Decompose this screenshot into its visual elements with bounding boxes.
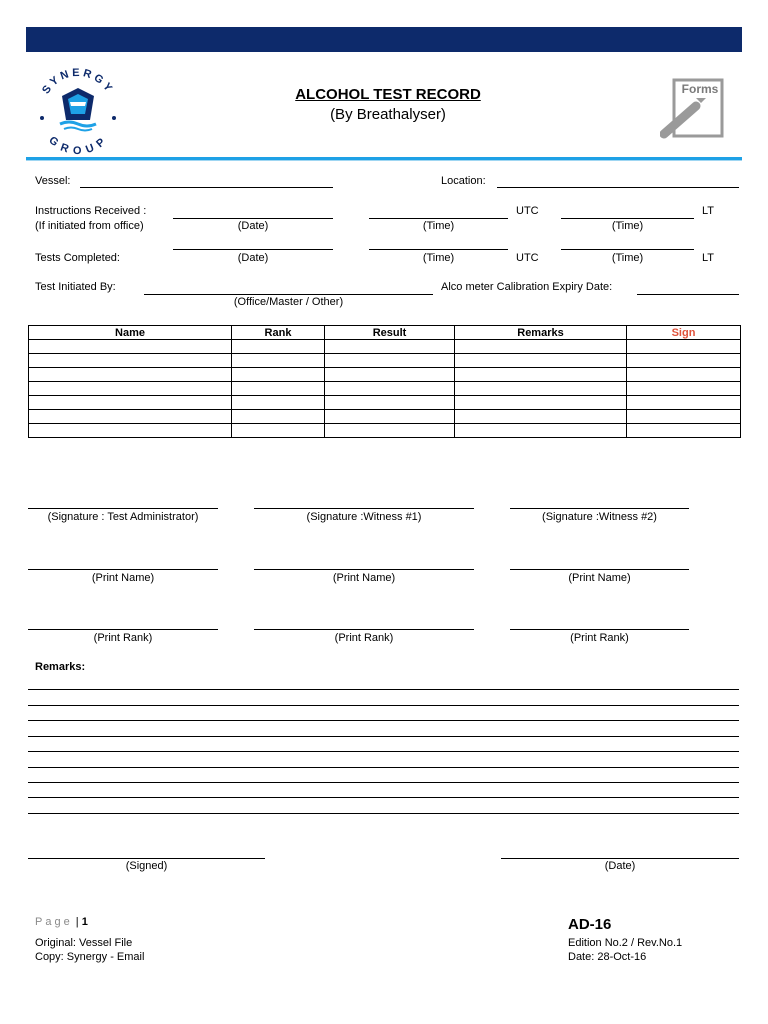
table-cell[interactable] bbox=[29, 382, 232, 396]
print-rank-label: (Print Rank) bbox=[334, 632, 394, 644]
remarks-line[interactable] bbox=[28, 736, 739, 737]
vessel-field[interactable] bbox=[80, 187, 333, 188]
print-rank-label: (Print Rank) bbox=[570, 632, 629, 644]
table-cell[interactable] bbox=[325, 368, 455, 382]
table-cell[interactable] bbox=[325, 410, 455, 424]
signed-field[interactable] bbox=[28, 858, 265, 859]
admin-signature-label: (Signature : Test Administrator) bbox=[47, 511, 199, 523]
table-cell[interactable] bbox=[455, 354, 627, 368]
remarks-line[interactable] bbox=[28, 767, 739, 768]
test-results-table bbox=[28, 325, 741, 438]
table-row bbox=[29, 382, 741, 396]
signed-label: (Signed) bbox=[125, 860, 168, 872]
witness2-print-rank-field[interactable] bbox=[510, 629, 689, 630]
admin-print-name-field[interactable] bbox=[28, 569, 218, 570]
table-cell[interactable] bbox=[232, 382, 325, 396]
table-cell[interactable] bbox=[627, 424, 741, 438]
table-cell[interactable] bbox=[29, 340, 232, 354]
page-separator: | bbox=[75, 916, 79, 928]
remarks-line[interactable] bbox=[28, 705, 739, 706]
vessel-label: Vessel: bbox=[35, 175, 71, 187]
remarks-line[interactable] bbox=[28, 813, 739, 814]
witness1-print-rank-field[interactable] bbox=[254, 629, 474, 630]
time-hint: (Time) bbox=[422, 220, 455, 232]
remarks-line[interactable] bbox=[28, 782, 739, 783]
table-row bbox=[29, 354, 741, 368]
date-hint: (Date) bbox=[237, 252, 269, 264]
calibration-expiry-field[interactable] bbox=[637, 294, 739, 295]
table-cell[interactable] bbox=[325, 340, 455, 354]
initiated-hint: (Office/Master / Other) bbox=[233, 296, 344, 308]
test-initiated-by-field[interactable] bbox=[144, 294, 433, 295]
page-label: Page bbox=[35, 916, 73, 928]
print-name-label: (Print Name) bbox=[332, 572, 396, 584]
table-cell[interactable] bbox=[325, 424, 455, 438]
instructions-utc-time-field[interactable] bbox=[369, 218, 508, 219]
table-cell[interactable] bbox=[232, 340, 325, 354]
table-cell[interactable] bbox=[627, 368, 741, 382]
column-header-sign: Sign bbox=[627, 326, 741, 340]
time-hint: (Time) bbox=[611, 252, 644, 264]
print-rank-label: (Print Rank) bbox=[93, 632, 153, 644]
location-field[interactable] bbox=[497, 187, 739, 188]
copy-note: Copy: Synergy - Email bbox=[35, 951, 145, 963]
print-name-label: (Print Name) bbox=[568, 572, 631, 584]
table-header-row bbox=[29, 326, 741, 340]
table-row bbox=[29, 368, 741, 382]
table-row bbox=[29, 340, 741, 354]
table-cell[interactable] bbox=[455, 396, 627, 410]
remarks-line[interactable] bbox=[28, 689, 739, 690]
page-number: 1 bbox=[81, 916, 88, 928]
page-indicator bbox=[35, 916, 88, 928]
form-title: ALCOHOL TEST RECORD bbox=[295, 86, 481, 103]
remarks-label: Remarks: bbox=[35, 661, 86, 673]
form-date: Date: 28-Oct-16 bbox=[568, 951, 647, 963]
table-cell[interactable] bbox=[627, 396, 741, 410]
table-cell[interactable] bbox=[29, 368, 232, 382]
remarks-line[interactable] bbox=[28, 797, 739, 798]
table-cell[interactable] bbox=[455, 424, 627, 438]
table-cell[interactable] bbox=[455, 340, 627, 354]
closing-date-field[interactable] bbox=[501, 858, 739, 859]
form-code: AD-16 bbox=[568, 916, 612, 933]
witness1-signature-field[interactable] bbox=[254, 508, 474, 509]
instructions-date-field[interactable] bbox=[173, 218, 333, 219]
original-note: Original: Vessel File bbox=[35, 937, 133, 949]
tests-completed-lt-time-field[interactable] bbox=[561, 249, 694, 250]
calibration-expiry-label: Alco meter Calibration Expiry Date: bbox=[441, 281, 613, 293]
lt-label: LT bbox=[702, 252, 715, 264]
table-cell[interactable] bbox=[627, 410, 741, 424]
table-cell[interactable] bbox=[455, 382, 627, 396]
table-cell[interactable] bbox=[627, 340, 741, 354]
lt-label: LT bbox=[702, 205, 715, 217]
print-name-label: (Print Name) bbox=[91, 572, 155, 584]
table-cell[interactable] bbox=[325, 354, 455, 368]
witness1-signature-label: (Signature :Witness #1) bbox=[306, 511, 422, 523]
svg-text:SYNERGY: SYNERGY bbox=[40, 66, 116, 97]
table-row bbox=[29, 410, 741, 424]
table-cell[interactable] bbox=[325, 396, 455, 410]
header-bar bbox=[26, 27, 742, 52]
table-cell[interactable] bbox=[232, 424, 325, 438]
table-cell[interactable] bbox=[29, 396, 232, 410]
table-cell[interactable] bbox=[232, 368, 325, 382]
time-hint: (Time) bbox=[611, 220, 644, 232]
table-cell[interactable] bbox=[232, 396, 325, 410]
utc-label: UTC bbox=[516, 252, 539, 264]
tests-completed-label: Tests Completed: bbox=[35, 252, 120, 264]
column-header-remarks: Remarks bbox=[455, 326, 627, 340]
table-cell[interactable] bbox=[29, 410, 232, 424]
form-subtitle: (By Breathalyser) bbox=[330, 106, 446, 123]
witness2-print-name-field[interactable] bbox=[510, 569, 689, 570]
table-cell[interactable] bbox=[455, 410, 627, 424]
witness1-print-name-field[interactable] bbox=[254, 569, 474, 570]
admin-signature-field[interactable] bbox=[28, 508, 218, 509]
column-header-result: Result bbox=[325, 326, 455, 340]
table-cell[interactable] bbox=[29, 354, 232, 368]
tests-completed-date-field[interactable] bbox=[173, 249, 333, 250]
utc-label: UTC bbox=[516, 205, 539, 217]
closing-date-label: (Date) bbox=[604, 860, 636, 872]
remarks-line[interactable] bbox=[28, 720, 739, 721]
witness2-signature-label: (Signature :Witness #2) bbox=[542, 511, 657, 523]
svg-text:Forms: Forms bbox=[681, 82, 719, 96]
table-cell[interactable] bbox=[627, 382, 741, 396]
table-row bbox=[29, 424, 741, 438]
tests-completed-utc-time-field[interactable] bbox=[369, 249, 508, 250]
svg-text:GROUP: GROUP bbox=[46, 134, 110, 158]
instructions-lt-time-field[interactable] bbox=[561, 218, 694, 219]
table-row bbox=[29, 396, 741, 410]
witness2-signature-field[interactable] bbox=[510, 508, 689, 509]
edition-note: Edition No.2 / Rev.No.1 bbox=[568, 937, 683, 949]
table-cell[interactable] bbox=[232, 410, 325, 424]
date-hint: (Date) bbox=[237, 220, 269, 232]
table-cell[interactable] bbox=[325, 382, 455, 396]
column-header-rank: Rank bbox=[232, 326, 325, 340]
location-label: Location: bbox=[441, 175, 486, 187]
table-cell[interactable] bbox=[232, 354, 325, 368]
if-initiated-label: (If initiated from office) bbox=[35, 220, 144, 232]
table-cell[interactable] bbox=[627, 354, 741, 368]
header-divider-shadow bbox=[26, 160, 742, 161]
remarks-line[interactable] bbox=[28, 751, 739, 752]
instructions-received-label: Instructions Received : bbox=[35, 205, 147, 217]
table-cell[interactable] bbox=[455, 368, 627, 382]
test-initiated-by-label: Test Initiated By: bbox=[35, 281, 116, 293]
time-hint: (Time) bbox=[422, 252, 455, 264]
admin-print-rank-field[interactable] bbox=[28, 629, 218, 630]
table-cell[interactable] bbox=[29, 424, 232, 438]
column-header-name: Name bbox=[29, 326, 232, 340]
